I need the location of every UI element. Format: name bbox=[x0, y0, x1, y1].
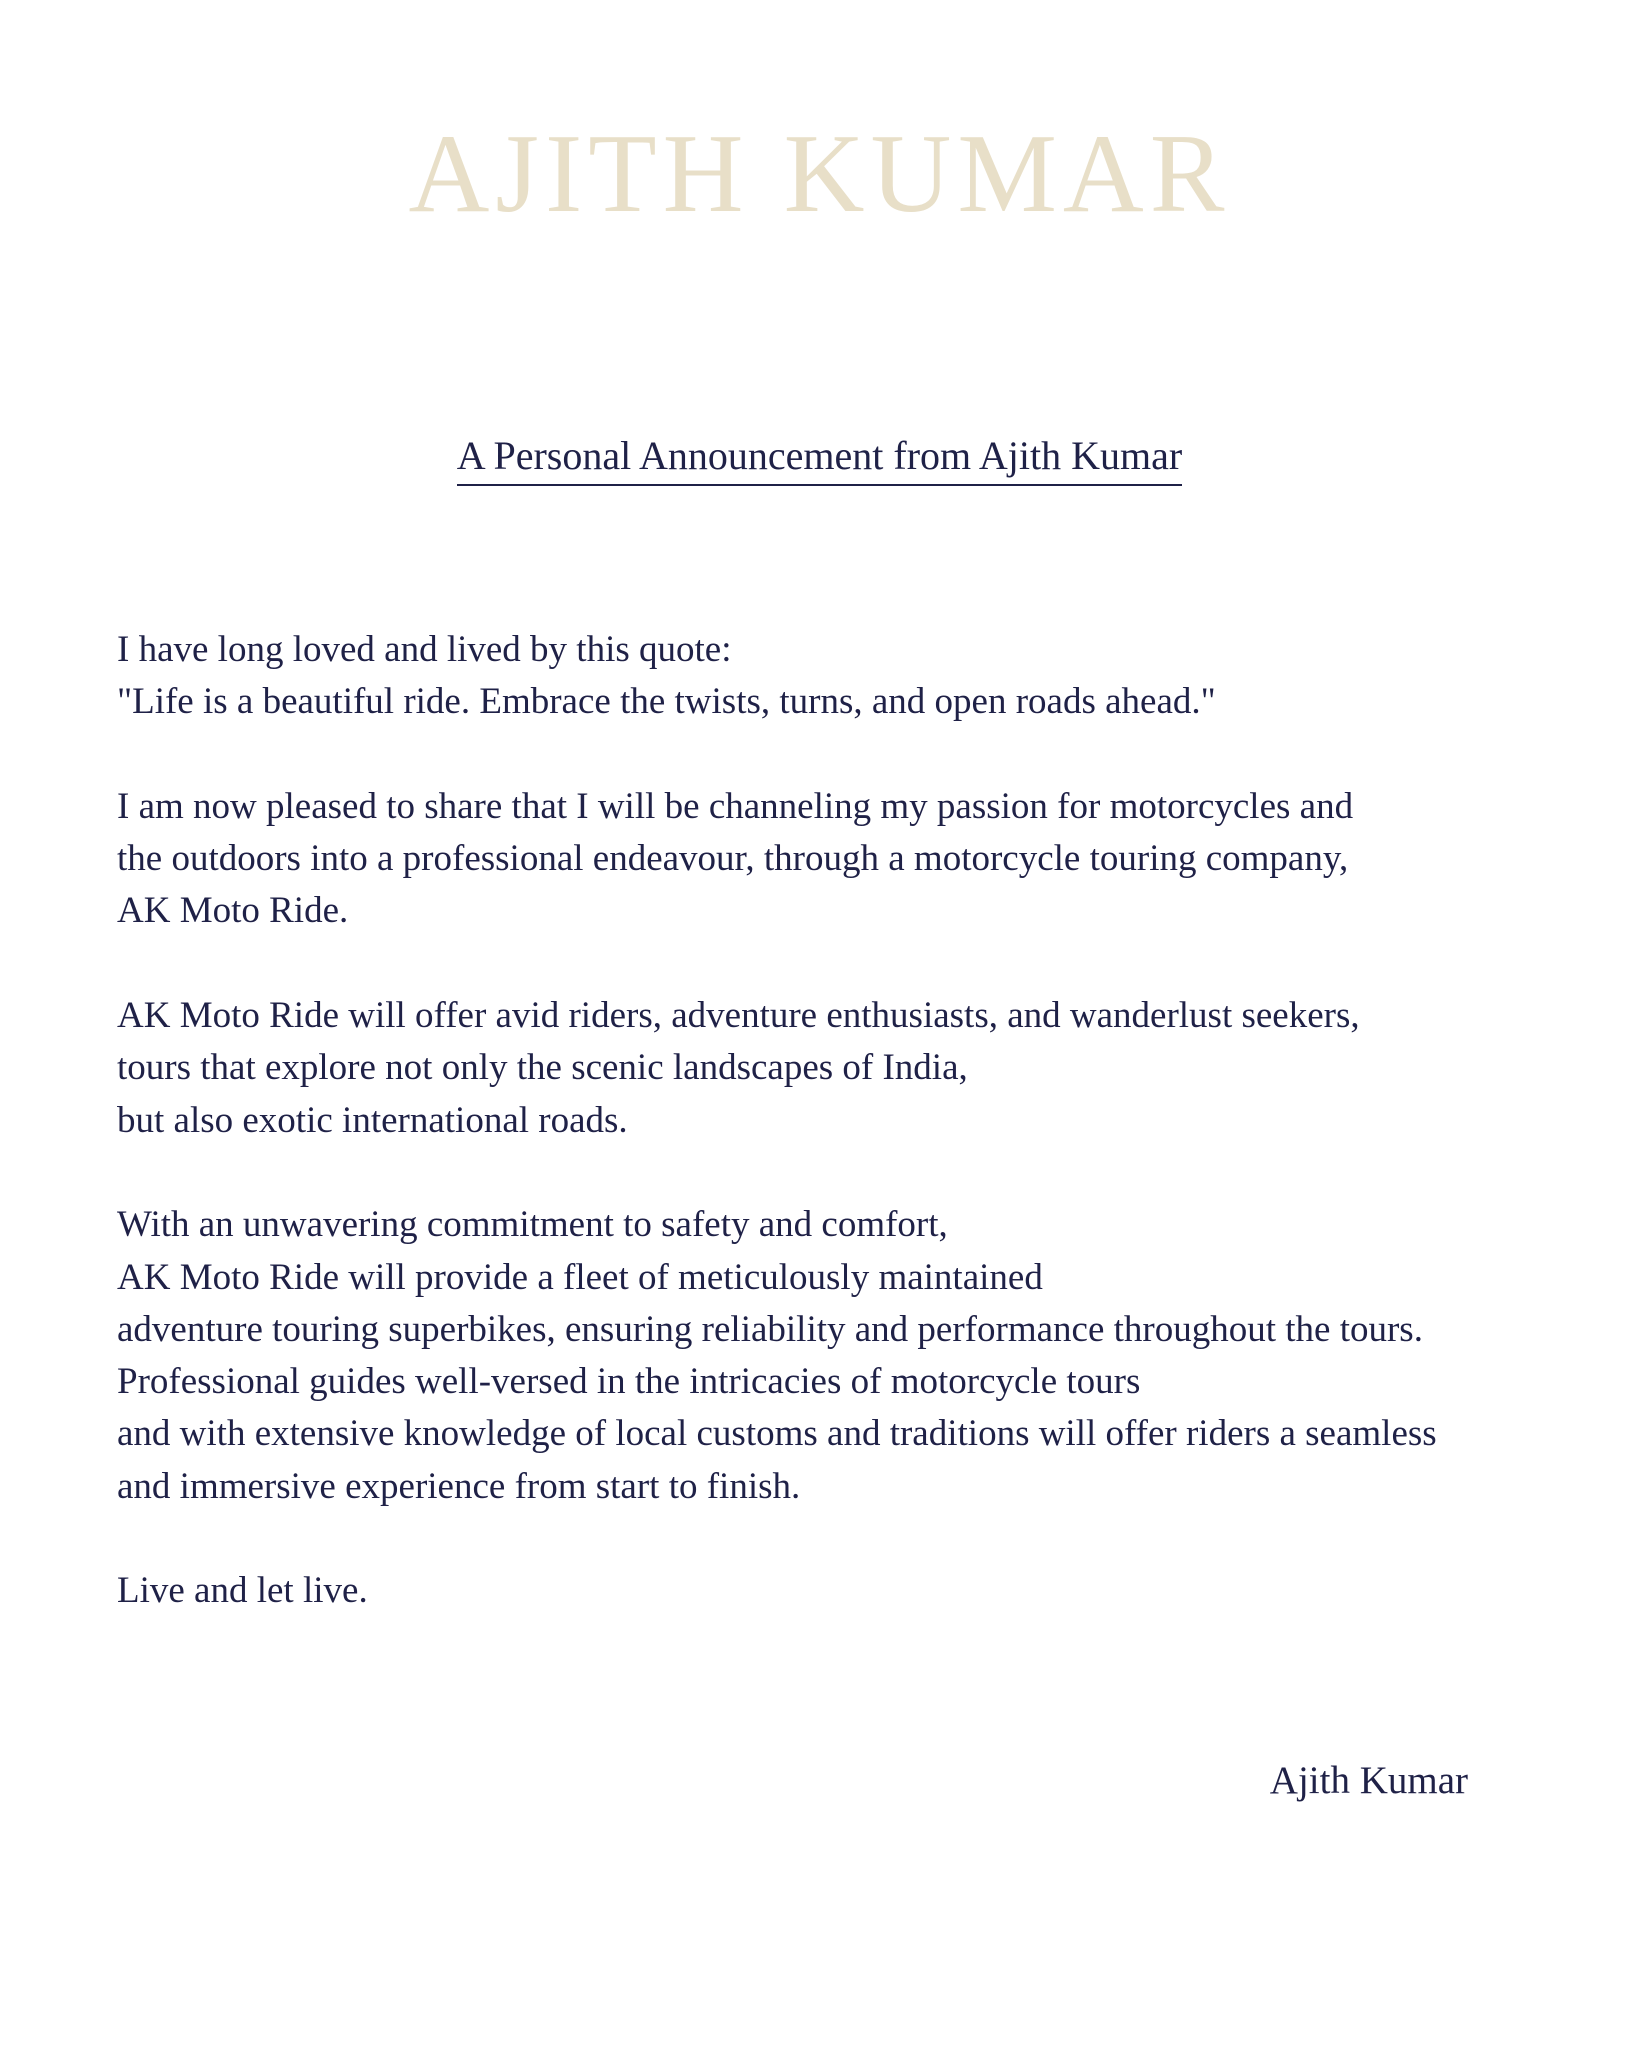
paragraph-line: AK Moto Ride will offer avid riders, adventure enthusiasts, and wanderlust seekers, bbox=[117, 995, 1360, 1037]
paragraph-line: but also exotic international roads. bbox=[117, 1099, 628, 1141]
paragraph-line: I have long loved and lived by this quote: bbox=[117, 629, 732, 670]
paragraph-line: the outdoors into a professional endeavour, through a motorcycle touring company, bbox=[117, 838, 1349, 880]
announcement-subject: A Personal Announcement from Ajith Kumar bbox=[457, 432, 1182, 486]
paragraph-line: and immersive experience from start to finish. bbox=[117, 1465, 801, 1507]
paragraph-announcement bbox=[117, 781, 1597, 938]
paragraph-line: Live and let live. bbox=[117, 1570, 368, 1612]
paragraph-commitment bbox=[117, 1199, 1597, 1513]
paragraph-line: AK Moto Ride. bbox=[117, 890, 349, 932]
paragraph-line: tours that explore not only the scenic landscapes of India, bbox=[117, 1047, 968, 1089]
letter-body bbox=[117, 624, 1597, 1670]
paragraph-line: AK Moto Ride will provide a fleet of meticulously maintained bbox=[117, 1256, 1043, 1298]
signature: Ajith Kumar bbox=[1269, 1759, 1468, 1802]
paragraph-line: "Life is a beautiful ride. Embrace the twists, turns, and open roads ahead." bbox=[117, 681, 1216, 723]
paragraph-line: adventure touring superbikes, ensuring reliability and performance throughout the tours. bbox=[117, 1308, 1423, 1350]
paragraph-offer bbox=[117, 990, 1597, 1147]
paragraph-line: Professional guides well-versed in the intricacies of motorcycle tours bbox=[117, 1361, 1141, 1403]
paragraph-line: and with extensive knowledge of local customs and traditions will offer riders a seamless bbox=[117, 1413, 1437, 1455]
paragraph-line: I am now pleased to share that I will be channeling my passion for motorcycles and bbox=[117, 785, 1354, 827]
letterhead-name: AJITH KUMAR bbox=[408, 112, 1231, 236]
subject-container bbox=[0, 432, 1639, 486]
paragraph-line: With an unwavering commitment to safety and comfort, bbox=[117, 1204, 948, 1246]
paragraph-quote bbox=[117, 624, 1597, 729]
paragraph-closing bbox=[117, 1565, 1597, 1617]
